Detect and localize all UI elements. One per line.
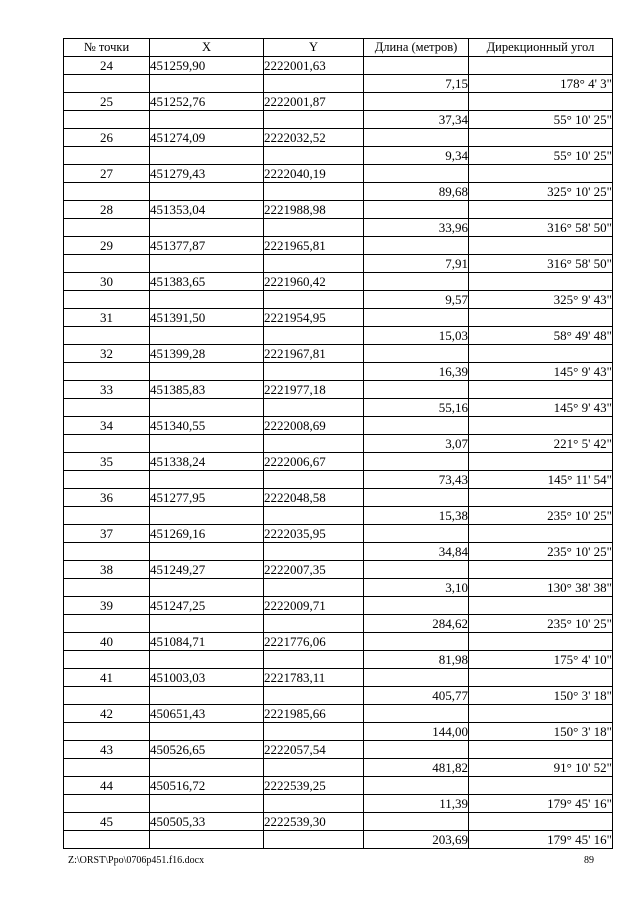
- cell-empty: [469, 705, 613, 723]
- cell-empty: [469, 345, 613, 363]
- cell-y: 2222040,19: [264, 165, 364, 183]
- cell-empty: [364, 705, 469, 723]
- cell-angle: 179° 45' 16": [469, 795, 613, 813]
- cell-point: 45: [64, 813, 150, 831]
- cell-point: 41: [64, 669, 150, 687]
- cell-angle: 150° 3' 18": [469, 723, 613, 741]
- table-row: [64, 561, 613, 579]
- cell-empty: [64, 579, 150, 597]
- cell-y: 2221988,98: [264, 201, 364, 219]
- cell-empty: [64, 507, 150, 525]
- cell-point: 32: [64, 345, 150, 363]
- cell-y: 2222001,87: [264, 93, 364, 111]
- cell-angle: 316° 58' 50": [469, 219, 613, 237]
- cell-empty: [264, 111, 364, 129]
- cell-empty: [64, 183, 150, 201]
- cell-empty: [64, 219, 150, 237]
- cell-y: 2221967,81: [264, 345, 364, 363]
- cell-empty: [364, 777, 469, 795]
- table-row: [64, 381, 613, 399]
- cell-empty: [150, 615, 264, 633]
- table-header: [64, 39, 613, 57]
- cell-empty: [469, 417, 613, 435]
- cell-y: 2222035,95: [264, 525, 364, 543]
- cell-empty: [150, 723, 264, 741]
- cell-x: 450526,65: [150, 741, 264, 759]
- cell-empty: [150, 219, 264, 237]
- table-row: [64, 669, 613, 687]
- cell-empty: [469, 561, 613, 579]
- cell-empty: [469, 309, 613, 327]
- cell-empty: [64, 831, 150, 849]
- cell-point: 40: [64, 633, 150, 651]
- cell-empty: [469, 813, 613, 831]
- cell-empty: [469, 525, 613, 543]
- cell-empty: [469, 129, 613, 147]
- cell-point: 44: [64, 777, 150, 795]
- cell-empty: [264, 75, 364, 93]
- cell-empty: [469, 165, 613, 183]
- table-row: [64, 759, 613, 777]
- cell-empty: [150, 327, 264, 345]
- cell-empty: [64, 435, 150, 453]
- cell-angle: 91° 10' 52": [469, 759, 613, 777]
- cell-x: 451247,25: [150, 597, 264, 615]
- table-row: [64, 75, 613, 93]
- cell-empty: [150, 579, 264, 597]
- cell-empty: [469, 597, 613, 615]
- cell-point: 28: [64, 201, 150, 219]
- cell-length: 3,10: [364, 579, 469, 597]
- cell-angle: 235° 10' 25": [469, 543, 613, 561]
- cell-empty: [364, 93, 469, 111]
- cell-empty: [364, 813, 469, 831]
- cell-angle: 179° 45' 16": [469, 831, 613, 849]
- cell-point: 37: [64, 525, 150, 543]
- table-row: [64, 399, 613, 417]
- cell-empty: [364, 669, 469, 687]
- cell-length: 37,34: [364, 111, 469, 129]
- cell-empty: [264, 219, 364, 237]
- cell-empty: [364, 741, 469, 759]
- cell-x: 451277,95: [150, 489, 264, 507]
- cell-angle: 235° 10' 25": [469, 615, 613, 633]
- cell-empty: [364, 201, 469, 219]
- cell-point: 42: [64, 705, 150, 723]
- cell-empty: [64, 255, 150, 273]
- cell-length: 481,82: [364, 759, 469, 777]
- cell-x: 450651,43: [150, 705, 264, 723]
- cell-empty: [264, 543, 364, 561]
- cell-x: 451252,76: [150, 93, 264, 111]
- cell-y: 2222008,69: [264, 417, 364, 435]
- table-row: [64, 795, 613, 813]
- cell-length: 7,15: [364, 75, 469, 93]
- coordinates-table: [63, 38, 613, 849]
- cell-empty: [264, 507, 364, 525]
- cell-empty: [150, 831, 264, 849]
- cell-empty: [364, 381, 469, 399]
- cell-empty: [64, 795, 150, 813]
- cell-y: 2221965,81: [264, 237, 364, 255]
- cell-angle: 150° 3' 18": [469, 687, 613, 705]
- cell-empty: [64, 471, 150, 489]
- cell-empty: [264, 147, 364, 165]
- cell-empty: [264, 327, 364, 345]
- cell-empty: [150, 291, 264, 309]
- cell-empty: [150, 111, 264, 129]
- cell-angle: 55° 10' 25": [469, 111, 613, 129]
- cell-empty: [150, 183, 264, 201]
- cell-y: 2222006,67: [264, 453, 364, 471]
- cell-x: 450516,72: [150, 777, 264, 795]
- table-row: [64, 507, 613, 525]
- cell-empty: [264, 471, 364, 489]
- cell-y: 2222539,30: [264, 813, 364, 831]
- cell-empty: [150, 147, 264, 165]
- cell-point: 25: [64, 93, 150, 111]
- cell-empty: [150, 471, 264, 489]
- cell-empty: [364, 597, 469, 615]
- table-row: [64, 201, 613, 219]
- cell-empty: [264, 579, 364, 597]
- cell-y: 2222048,58: [264, 489, 364, 507]
- cell-empty: [264, 435, 364, 453]
- header-direction-angle: Дирекционный угол: [469, 39, 613, 57]
- cell-empty: [364, 237, 469, 255]
- cell-y: 2222009,71: [264, 597, 364, 615]
- cell-empty: [64, 147, 150, 165]
- cell-x: 451269,16: [150, 525, 264, 543]
- cell-empty: [264, 831, 364, 849]
- cell-y: 2221985,66: [264, 705, 364, 723]
- cell-point: 26: [64, 129, 150, 147]
- cell-length: 73,43: [364, 471, 469, 489]
- cell-empty: [150, 687, 264, 705]
- cell-y: 2221954,95: [264, 309, 364, 327]
- cell-x: 451385,83: [150, 381, 264, 399]
- cell-empty: [364, 525, 469, 543]
- cell-length: 15,38: [364, 507, 469, 525]
- cell-empty: [364, 129, 469, 147]
- table-row: [64, 615, 613, 633]
- cell-x: 451274,09: [150, 129, 264, 147]
- cell-empty: [64, 111, 150, 129]
- cell-angle: 178° 4' 3": [469, 75, 613, 93]
- header-point-number: № точки: [64, 39, 150, 57]
- cell-empty: [469, 237, 613, 255]
- cell-x: 451249,27: [150, 561, 264, 579]
- cell-point: 30: [64, 273, 150, 291]
- table-row: [64, 543, 613, 561]
- cell-x: 451383,65: [150, 273, 264, 291]
- cell-point: 39: [64, 597, 150, 615]
- cell-y: 2222057,54: [264, 741, 364, 759]
- cell-empty: [64, 723, 150, 741]
- cell-x: 451338,24: [150, 453, 264, 471]
- cell-x: 451377,87: [150, 237, 264, 255]
- cell-empty: [64, 543, 150, 561]
- cell-point: 38: [64, 561, 150, 579]
- cell-length: 16,39: [364, 363, 469, 381]
- cell-length: 144,00: [364, 723, 469, 741]
- cell-empty: [469, 273, 613, 291]
- table-row: [64, 309, 613, 327]
- cell-empty: [64, 291, 150, 309]
- table-row: [64, 345, 613, 363]
- table-row: [64, 219, 613, 237]
- cell-angle: 130° 38' 38": [469, 579, 613, 597]
- table-row: [64, 363, 613, 381]
- cell-y: 2222001,63: [264, 57, 364, 75]
- table-row: [64, 723, 613, 741]
- cell-empty: [364, 489, 469, 507]
- header-y: Y: [264, 39, 364, 57]
- cell-empty: [469, 741, 613, 759]
- table-row: [64, 705, 613, 723]
- cell-point: 34: [64, 417, 150, 435]
- table-body: [64, 57, 613, 849]
- table-row: [64, 237, 613, 255]
- header-x: X: [150, 39, 264, 57]
- table-row: [64, 129, 613, 147]
- cell-angle: 235° 10' 25": [469, 507, 613, 525]
- cell-y: 2221783,11: [264, 669, 364, 687]
- cell-point: 36: [64, 489, 150, 507]
- table-row: [64, 471, 613, 489]
- cell-empty: [364, 165, 469, 183]
- table-row: [64, 453, 613, 471]
- table-row: [64, 435, 613, 453]
- cell-length: 9,34: [364, 147, 469, 165]
- cell-empty: [469, 93, 613, 111]
- table-row: [64, 165, 613, 183]
- table-row: [64, 777, 613, 795]
- table-row: [64, 273, 613, 291]
- cell-empty: [150, 795, 264, 813]
- table-row: [64, 741, 613, 759]
- cell-empty: [150, 399, 264, 417]
- cell-x: 451084,71: [150, 633, 264, 651]
- cell-x: 451279,43: [150, 165, 264, 183]
- cell-empty: [150, 543, 264, 561]
- cell-empty: [150, 435, 264, 453]
- cell-empty: [150, 759, 264, 777]
- table-row: [64, 813, 613, 831]
- cell-point: 27: [64, 165, 150, 183]
- table-row: [64, 831, 613, 849]
- cell-x: 451003,03: [150, 669, 264, 687]
- cell-empty: [469, 201, 613, 219]
- cell-angle: 221° 5' 42": [469, 435, 613, 453]
- cell-angle: 325° 9' 43": [469, 291, 613, 309]
- table-row: [64, 597, 613, 615]
- cell-angle: 58° 49' 48": [469, 327, 613, 345]
- cell-x: 451353,04: [150, 201, 264, 219]
- cell-x: 451399,28: [150, 345, 264, 363]
- cell-y: 2222007,35: [264, 561, 364, 579]
- cell-empty: [64, 759, 150, 777]
- cell-point: 29: [64, 237, 150, 255]
- cell-empty: [264, 291, 364, 309]
- cell-length: 81,98: [364, 651, 469, 669]
- cell-empty: [469, 633, 613, 651]
- table-row: [64, 579, 613, 597]
- cell-empty: [364, 417, 469, 435]
- table-row: [64, 147, 613, 165]
- header-length: Длина (метров): [364, 39, 469, 57]
- cell-empty: [150, 651, 264, 669]
- cell-length: 89,68: [364, 183, 469, 201]
- cell-empty: [364, 633, 469, 651]
- cell-empty: [264, 651, 364, 669]
- cell-y: 2221776,06: [264, 633, 364, 651]
- cell-empty: [364, 561, 469, 579]
- cell-length: 7,91: [364, 255, 469, 273]
- cell-length: 11,39: [364, 795, 469, 813]
- cell-length: 203,69: [364, 831, 469, 849]
- cell-angle: 325° 10' 25": [469, 183, 613, 201]
- cell-empty: [469, 777, 613, 795]
- cell-empty: [64, 687, 150, 705]
- cell-empty: [469, 381, 613, 399]
- cell-length: 3,07: [364, 435, 469, 453]
- cell-empty: [64, 651, 150, 669]
- cell-angle: 55° 10' 25": [469, 147, 613, 165]
- cell-point: 43: [64, 741, 150, 759]
- table-row: [64, 291, 613, 309]
- cell-empty: [364, 345, 469, 363]
- table-row: [64, 111, 613, 129]
- cell-point: 24: [64, 57, 150, 75]
- page-number: 89: [584, 855, 594, 866]
- cell-angle: 175° 4' 10": [469, 651, 613, 669]
- table-row: [64, 633, 613, 651]
- table-row: [64, 417, 613, 435]
- cell-x: 451259,90: [150, 57, 264, 75]
- cell-length: 405,77: [364, 687, 469, 705]
- cell-angle: 145° 9' 43": [469, 399, 613, 417]
- table-row: [64, 687, 613, 705]
- cell-empty: [469, 669, 613, 687]
- cell-empty: [150, 363, 264, 381]
- header-row: [64, 39, 613, 57]
- table-row: [64, 93, 613, 111]
- cell-empty: [64, 399, 150, 417]
- cell-y: 2222032,52: [264, 129, 364, 147]
- cell-x: 450505,33: [150, 813, 264, 831]
- table-row: [64, 651, 613, 669]
- table-row: [64, 57, 613, 75]
- cell-empty: [364, 309, 469, 327]
- cell-length: 55,16: [364, 399, 469, 417]
- cell-point: 33: [64, 381, 150, 399]
- cell-empty: [64, 327, 150, 345]
- cell-y: 2221977,18: [264, 381, 364, 399]
- cell-point: 31: [64, 309, 150, 327]
- cell-empty: [264, 615, 364, 633]
- cell-empty: [150, 255, 264, 273]
- cell-length: 15,03: [364, 327, 469, 345]
- cell-y: 2221960,42: [264, 273, 364, 291]
- cell-empty: [150, 75, 264, 93]
- cell-empty: [150, 507, 264, 525]
- cell-empty: [264, 795, 364, 813]
- cell-y: 2222539,25: [264, 777, 364, 795]
- cell-empty: [264, 363, 364, 381]
- cell-angle: 316° 58' 50": [469, 255, 613, 273]
- cell-empty: [64, 615, 150, 633]
- cell-x: 451391,50: [150, 309, 264, 327]
- cell-empty: [264, 255, 364, 273]
- table-row: [64, 489, 613, 507]
- cell-angle: 145° 9' 43": [469, 363, 613, 381]
- cell-empty: [469, 57, 613, 75]
- cell-length: 33,96: [364, 219, 469, 237]
- table-row: [64, 255, 613, 273]
- cell-empty: [364, 273, 469, 291]
- cell-empty: [364, 453, 469, 471]
- cell-length: 9,57: [364, 291, 469, 309]
- footer-file-path: Z:\ORST\Ppo\0706p451.f16.docx: [68, 855, 205, 866]
- cell-angle: 145° 11' 54": [469, 471, 613, 489]
- cell-empty: [264, 183, 364, 201]
- table-row: [64, 525, 613, 543]
- cell-empty: [469, 453, 613, 471]
- cell-length: 284,62: [364, 615, 469, 633]
- cell-length: 34,84: [364, 543, 469, 561]
- cell-empty: [264, 759, 364, 777]
- cell-empty: [264, 399, 364, 417]
- cell-empty: [264, 687, 364, 705]
- cell-empty: [64, 363, 150, 381]
- cell-empty: [64, 75, 150, 93]
- cell-x: 451340,55: [150, 417, 264, 435]
- table-row: [64, 327, 613, 345]
- cell-point: 35: [64, 453, 150, 471]
- cell-empty: [364, 57, 469, 75]
- cell-empty: [264, 723, 364, 741]
- table-row: [64, 183, 613, 201]
- cell-empty: [469, 489, 613, 507]
